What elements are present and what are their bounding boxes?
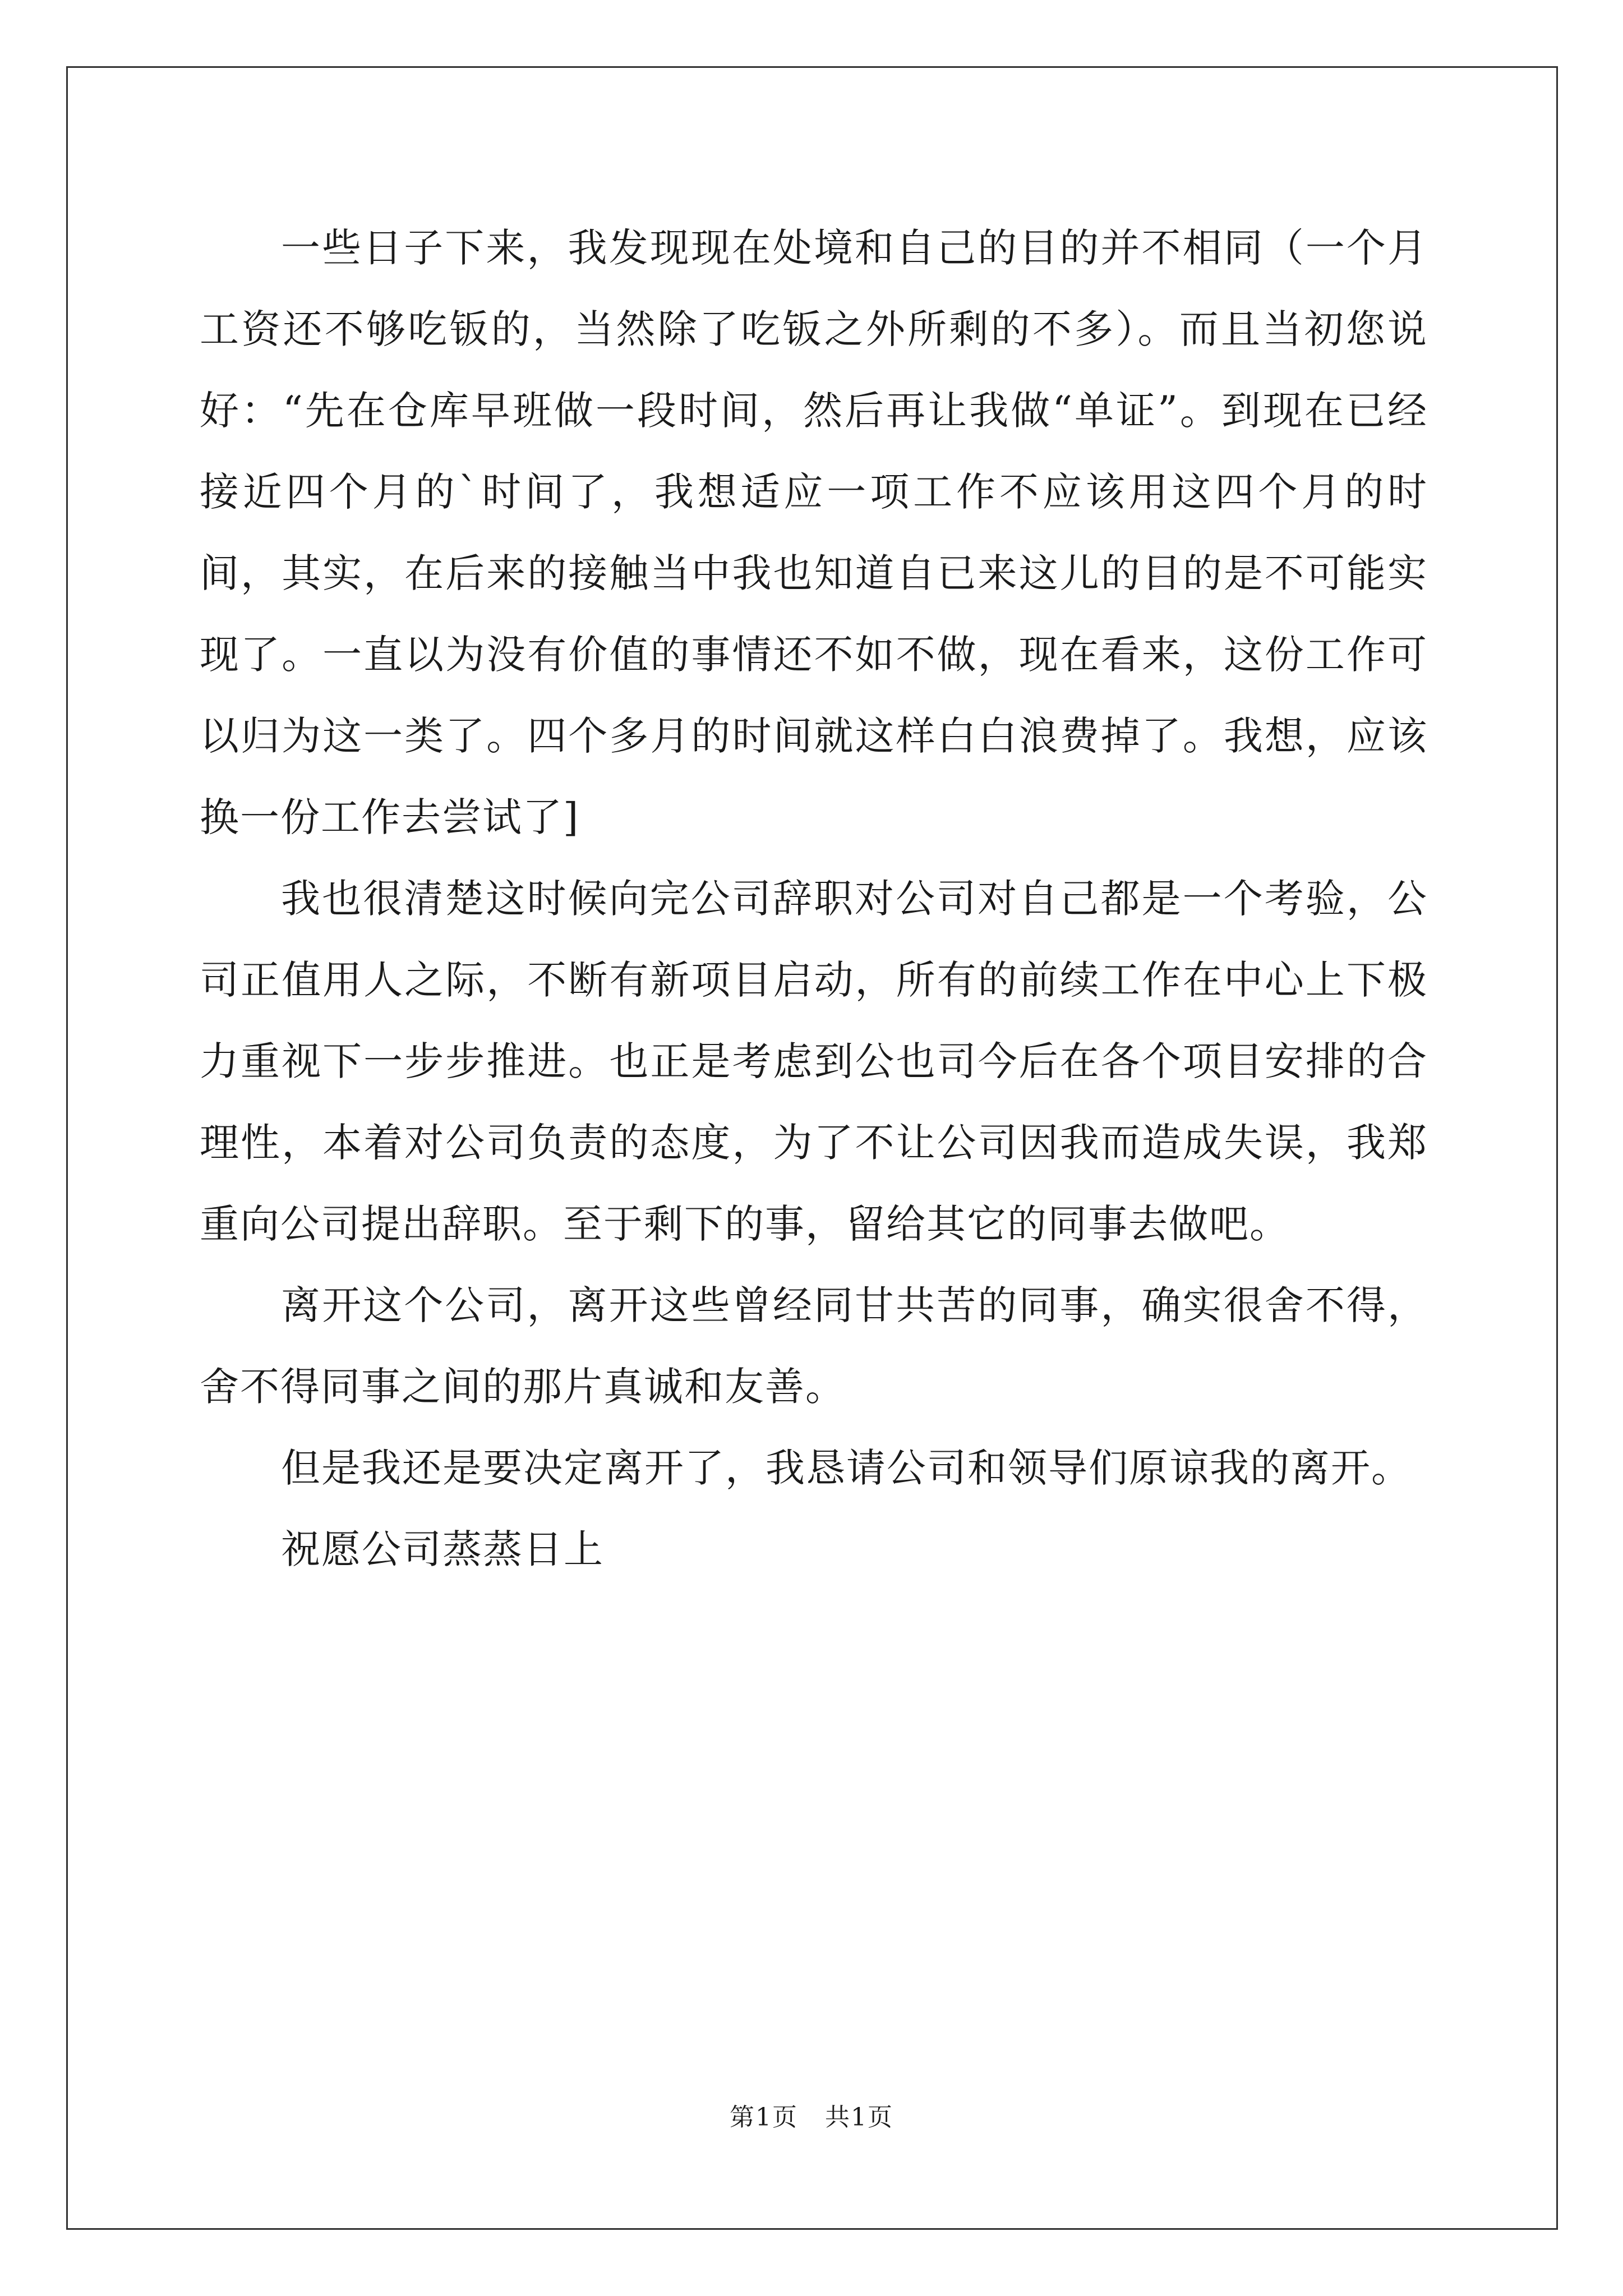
- document-body: [200, 208, 1428, 1590]
- page-total: 共1页: [824, 2103, 893, 2132]
- paragraph-4: 但是我还是要决定离开了，我恳请公司和领导们原谅我的离开。: [281, 1445, 1412, 1491]
- page-footer: [0, 2101, 1623, 2134]
- paragraph-3: 离开这个公司，离开这些曾经同甘共苦的同事，确实很舍不得，舍不得同事之间的那片真诚和友善。: [200, 1282, 1428, 1410]
- paragraph-2: 我也很清楚这时候向完公司辞职对公司对自己都是一个考验，公司正值用人之际，不断有新项目启动，所有的前续工作在中心上下极力重视下一步步推进。也正是考虑到公也司今后在各个项目安排的合理性，本着对公司负责的态度，为了不让公司因我而造成失误，我郑重向公司提出辞职。至于剩下的事，留给其它的同事去做吧。: [200, 876, 1428, 1247]
- paragraph-5: 祝愿公司蒸蒸日上: [281, 1526, 604, 1572]
- paragraph-1: 一些日子下来，我发现现在处境和自己的目的并不相同（一个月工资还不够吃钣的，当然除了吃钣之外所剩的不多）。而且当初您说好：“先在仓库早班做一段时间，然后再让我做“单证”。到现在已经接近四个月的`时间了，我想适应一项工作不应该用这四个月的时间，其实，在后来的接触当中我也知道自已来这儿的目的是不可能实现了。一直以为没有价值的事情还不如不做，现在看来，这份工作可以归为这一类了。四个多月的时间就这样白白浪费掉了。我想，应该换一份工作去尝试了]: [200, 225, 1428, 840]
- page-number: 第1页: [730, 2103, 799, 2132]
